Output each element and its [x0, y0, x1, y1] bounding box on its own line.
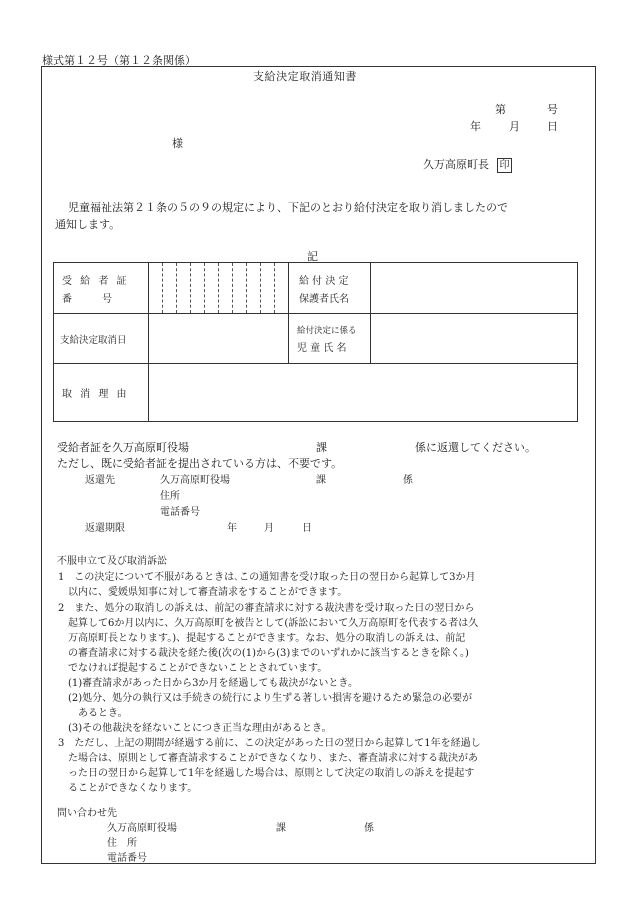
appeal-line: った日の翌日から起算して1年を経過した場合は、原則として決定の取消しの訴えを提起す: [58, 768, 475, 779]
digit-box[interactable]: [163, 263, 177, 313]
appeal-line: (2)処分、処分の執行又は手続きの続行により生ずる著しい損害を避けるため緊急の必要が: [58, 693, 473, 704]
ki-heading: 記: [307, 250, 318, 263]
document-title: 支給決定取消通知書: [253, 70, 357, 83]
return-destination-office: 久万高原町役場: [160, 475, 230, 486]
digit-box[interactable]: [275, 263, 288, 313]
sender: [423, 156, 512, 173]
document-number-go: 号: [547, 103, 558, 116]
guardian-name-label-cell: [289, 263, 371, 314]
intro-line-1: 児童福祉法第２１条の５の９の規定により、下記のとおり給付決定を取り消しましたので: [68, 201, 508, 214]
form-number: 様式第１２号（第１２条関係）: [42, 54, 196, 67]
guardian-name-label-line1: 給 付 決 定: [299, 275, 349, 287]
cancel-date-label-cell: [54, 314, 149, 364]
cancel-date-field[interactable]: [149, 314, 289, 364]
appeal-heading: 不服申立て及び取消訴訟: [57, 556, 167, 567]
appeal-line: あるとき。: [58, 708, 128, 719]
child-name-label-cell: [289, 314, 371, 364]
child-name-field[interactable]: [371, 314, 578, 364]
intro-line-2: 通知します。: [55, 218, 121, 231]
appeal-line: 1 この決定について不服があるときは､この通知書を受け取った日の翌日から起算して3か月: [58, 572, 476, 583]
contact-office: 久万高原町役場: [107, 823, 177, 834]
appeal-line: 起算して6か月以内に、久万高原町を被告として(訴訟において久万高原町を代表する者は久: [58, 618, 479, 629]
date-year: 年: [470, 120, 481, 133]
digit-box[interactable]: [191, 263, 205, 313]
appeal-line: (3)その他裁決を経ないことにつき正当な理由があるとき。: [58, 723, 332, 734]
digit-box[interactable]: [247, 263, 261, 313]
contact-ka: 課: [276, 823, 286, 834]
appeal-line: 万高原町長となります。)、提起することができます。なお、処分の取消しの訴えは、前記: [58, 633, 466, 644]
contact-heading: 問い合わせ先: [57, 808, 117, 819]
digit-box[interactable]: [177, 263, 191, 313]
appeal-line: でなければ提起することができないこととされています。: [58, 663, 328, 674]
contact-kakari: 係: [364, 823, 374, 834]
return-line-2: ただし、既に受給者証を提出されている方は、不要です。: [57, 457, 343, 470]
return-phone-label: 電話番号: [160, 507, 200, 518]
return-address-label: 住所: [160, 491, 180, 502]
date-month: 月: [509, 120, 520, 133]
return-line-1a: 受給者証を久万高原町役場: [57, 441, 189, 454]
appeal-line: た場合は、原則として審査請求することができなくなり、また、審査請求に対する裁決があ: [58, 753, 478, 764]
addressee-sama: 様: [172, 137, 183, 150]
reason-label-cell: [54, 364, 149, 422]
appeal-line: の審査請求に対する裁決を経た後(次の(1)から(3)までのいずれかに該当するときを除く。): [58, 648, 469, 659]
appeal-line: 2 また、処分の取消しの訴えは、前記の審査請求に対する裁決書を受け取った日の翌日から: [58, 603, 475, 614]
return-deadline-year: 年: [227, 523, 237, 534]
guardian-name-field[interactable]: [371, 263, 578, 314]
return-deadline-month: 月: [264, 523, 274, 534]
appeal-line: 以内に、愛媛県知事に対して審査請求をすることができます。: [58, 587, 348, 598]
digit-box[interactable]: [149, 263, 163, 313]
cert-number-label-line1: 受 給 者 証: [62, 275, 130, 287]
digit-box[interactable]: [261, 263, 275, 313]
child-name-label-line1: 給付決定に係る: [297, 325, 357, 336]
cert-number-label-line2: 番 号: [62, 293, 112, 305]
reason-label: 取 消 理 由: [62, 389, 130, 400]
return-deadline-label: 返還期限: [85, 523, 125, 534]
appeal-line: ることができなくなります。: [58, 783, 198, 794]
cancel-date-label: 支給決定取消日: [60, 334, 127, 346]
seal-mark: 印: [497, 158, 512, 173]
return-destination-ka: 課: [316, 475, 326, 486]
contact-address-label: 住 所: [107, 838, 137, 849]
digit-box[interactable]: [205, 263, 219, 313]
digit-box[interactable]: [219, 263, 233, 313]
sender-name: 久万高原町長: [423, 158, 489, 171]
cert-number-field[interactable]: [149, 263, 289, 314]
guardian-name-label-line2: 保護者氏名: [299, 293, 349, 305]
record-table: [53, 262, 578, 422]
date-day: 日: [547, 120, 558, 133]
document-number-dai: 第: [495, 103, 506, 116]
appeal-line: (1)審査請求があった日から3か月を経過しても裁決がないとき。: [58, 678, 359, 689]
return-destination-label: 返還先: [85, 475, 115, 486]
child-name-label-line2: 児 童 氏 名: [297, 342, 347, 354]
return-line-1b: 係に返還してください。: [415, 441, 536, 454]
return-destination-kakari: 係: [403, 475, 413, 486]
return-deadline-day: 日: [302, 523, 312, 534]
reason-field[interactable]: [149, 364, 578, 422]
appeal-line: 3 ただし、上記の期間が経過する前に、この決定があった日の翌日から起算して1年を経過し: [58, 738, 481, 749]
digit-box[interactable]: [233, 263, 247, 313]
return-line-1-ka: 課: [316, 441, 327, 454]
contact-phone-label: 電話番号: [107, 853, 147, 864]
cert-number-label-cell: [54, 263, 149, 314]
